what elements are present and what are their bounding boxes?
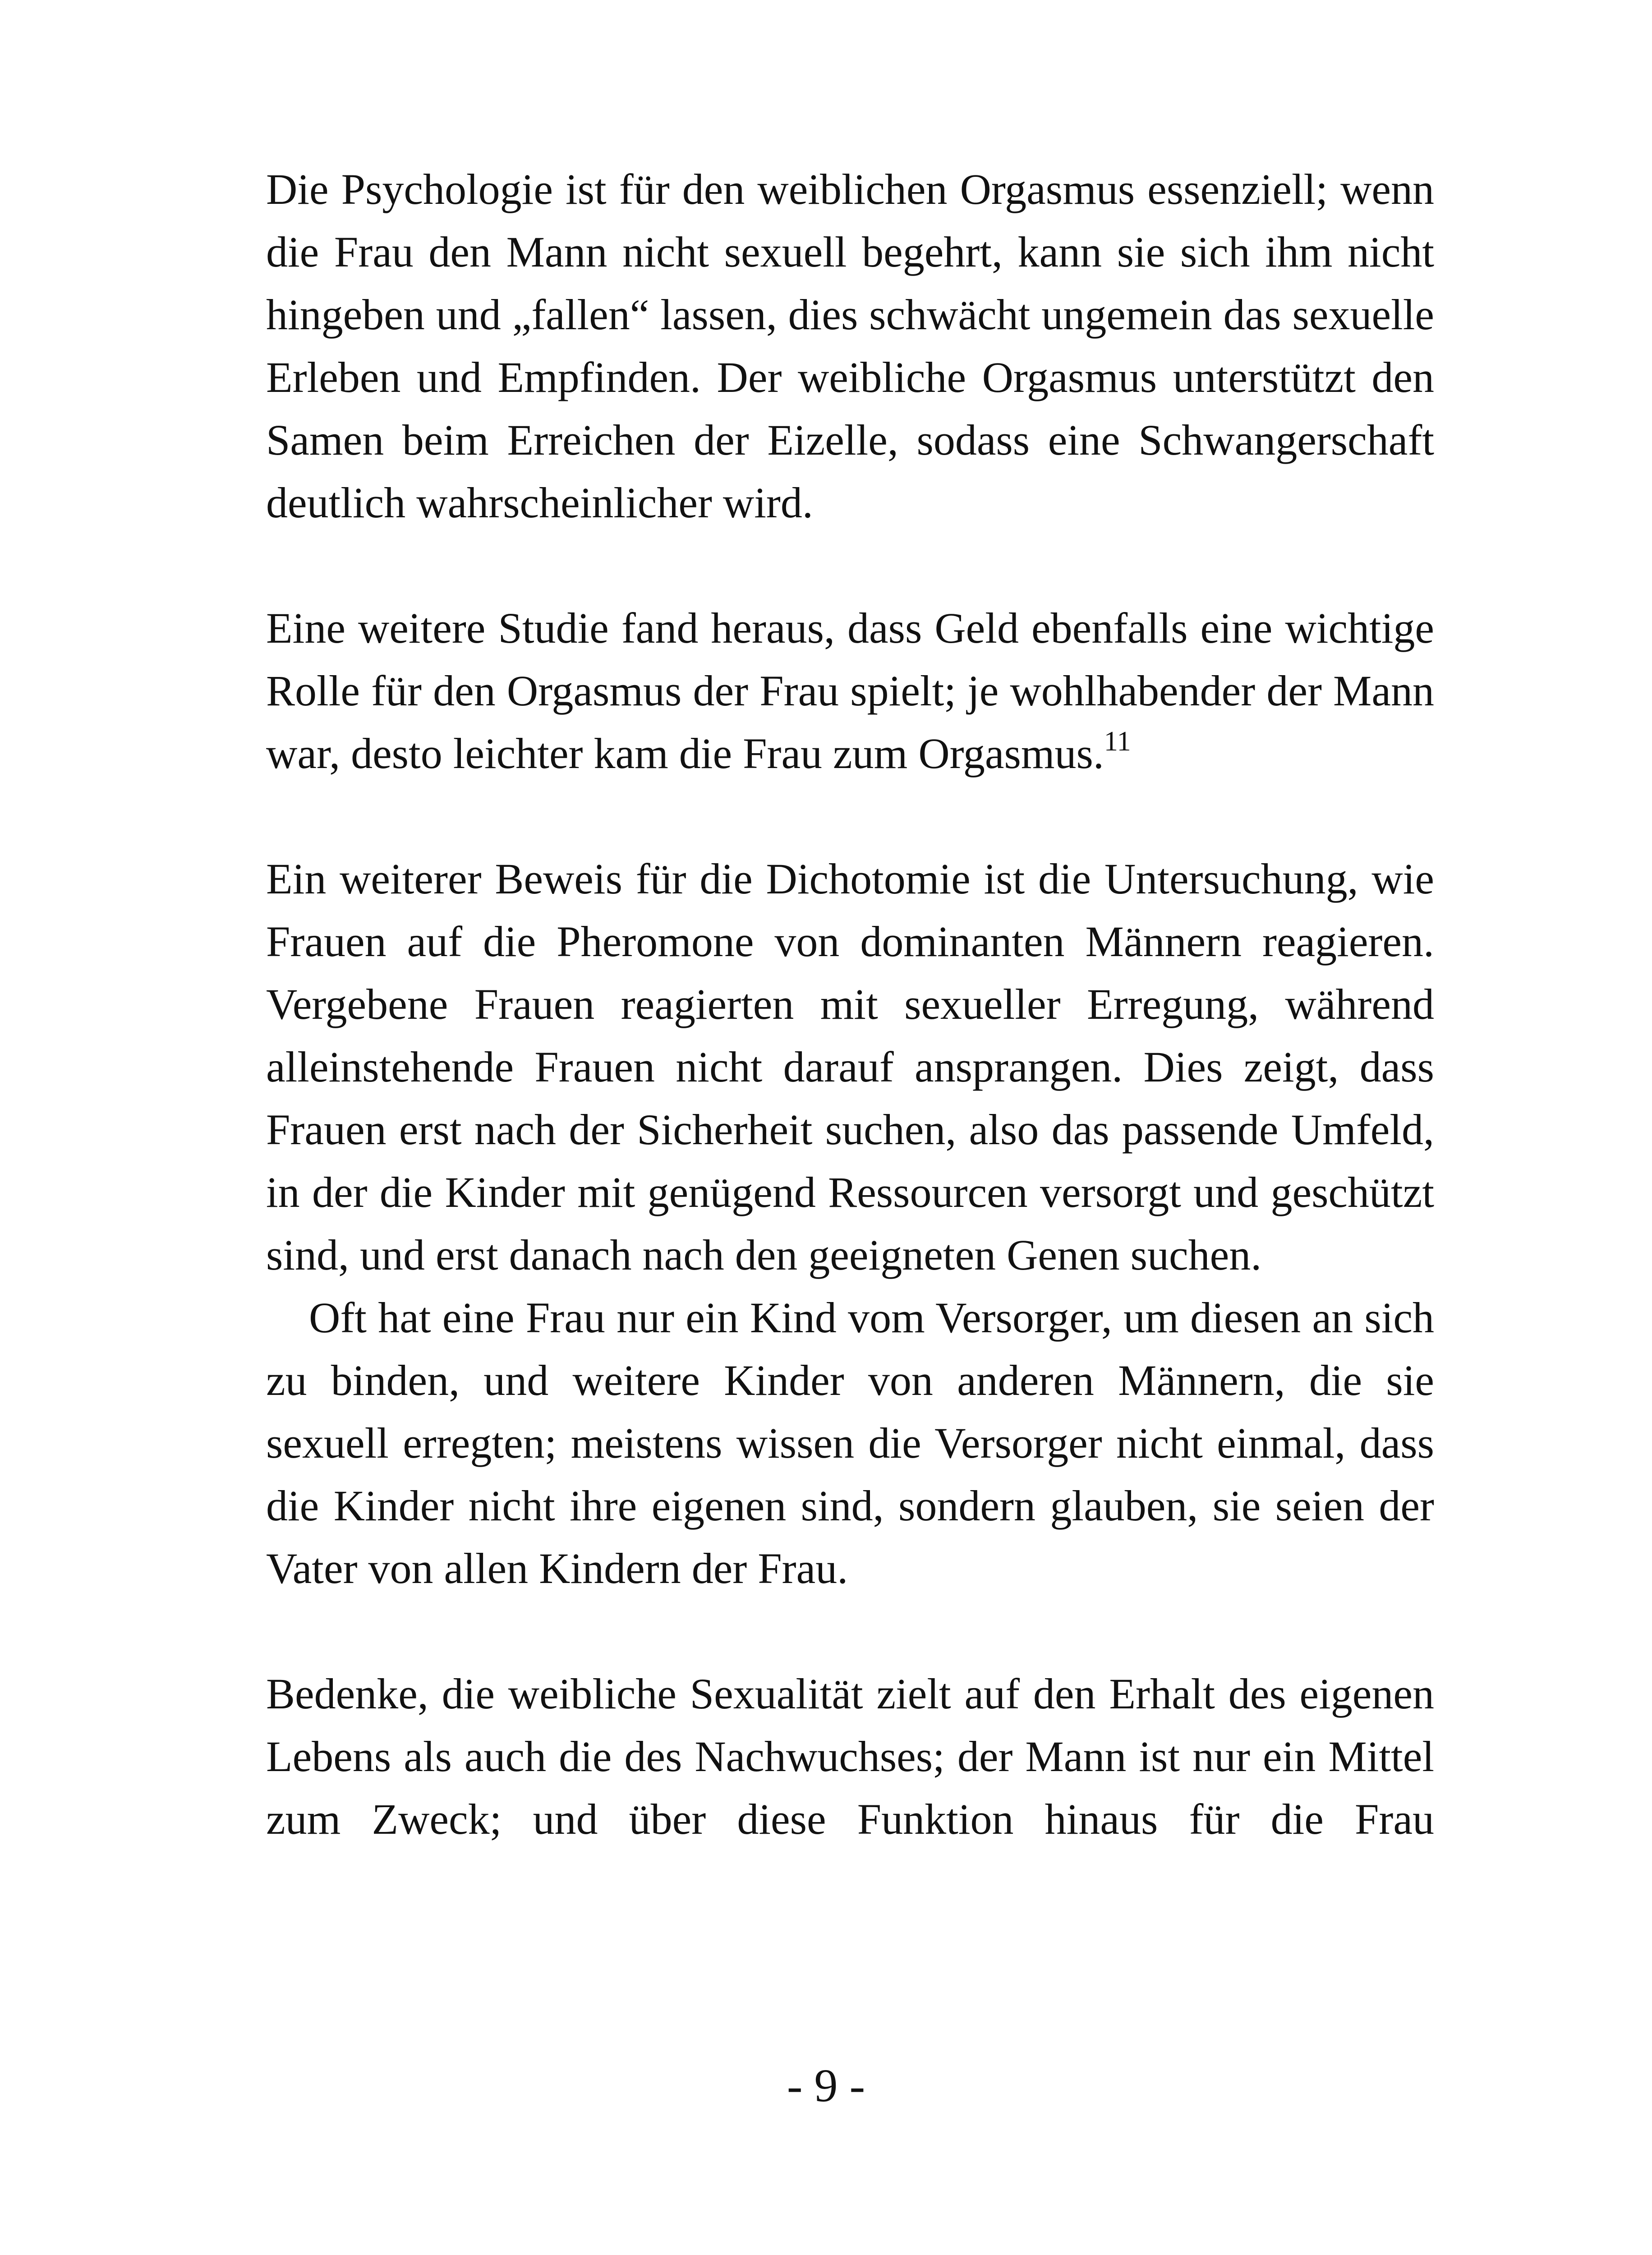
paragraph-female-sexuality: Bedenke, die weibliche Sexualität zielt auf den Erhalt des eigenen Lebens als auch die des Nachwuchses; der Mann ist nur ein Mittel zum Zweck; und über diese Funktion hinaus für die Frau [266,1670,1434,1843]
paragraph-provider: Oft hat eine Frau nur ein Kind vom Versorger, um diesen an sich zu binden, und weitere Kinder von anderen Männern, die sie sexuell erregten; meistens wissen die Versorger nicht einmal, dass die Kinder nicht ihre eigenen sind, sondern glauben, sie seien der Vater von allen Kindern der Frau. [266,1293,1434,1592]
paragraph-money-study [266,597,1434,785]
paragraph-money-study-text: Eine weitere Studie fand heraus, dass Geld ebenfalls eine wichtige Rolle für den Orgasmus der Frau spielt; je wohlhabender der Mann war, desto leichter kam die Frau zum Orgasmus. [266,604,1434,778]
paragraph-psychology: Die Psychologie ist für den weiblichen Orgasmus essenziell; wenn die Frau den Mann nicht sexuell begehrt, kann sie sich ihm nicht hingeben und „fallen“ lassen, dies schwächt ungemein das sexuelle Erleben und Empfinden. Der weibliche Orgasmus unterstützt den Samen beim Erreichen der Eizelle, sodass eine Schwangerschaft deutlich wahrscheinlicher wird. [266,165,1434,527]
body-text [266,158,1434,1850]
page-number: - 9 - [787,2060,865,2112]
paragraph-pheromones: Ein weiterer Beweis für die Dichotomie ist die Untersuchung, wie Frauen auf die Pheromone von dominanten Männern reagieren. Vergebene Frauen reagierten mit sexueller Erregung, während alleinstehende Frauen nicht darauf ansprangen. Dies zeigt, dass Frauen erst nach der Sicherheit suchen, also das passende Umfeld, in der die Kinder mit genügend Ressourcen versorgt und geschützt sind, und erst danach nach den geeigneten Genen suchen. [266,855,1434,1279]
footnote-reference[interactable]: 11 [1104,726,1131,757]
